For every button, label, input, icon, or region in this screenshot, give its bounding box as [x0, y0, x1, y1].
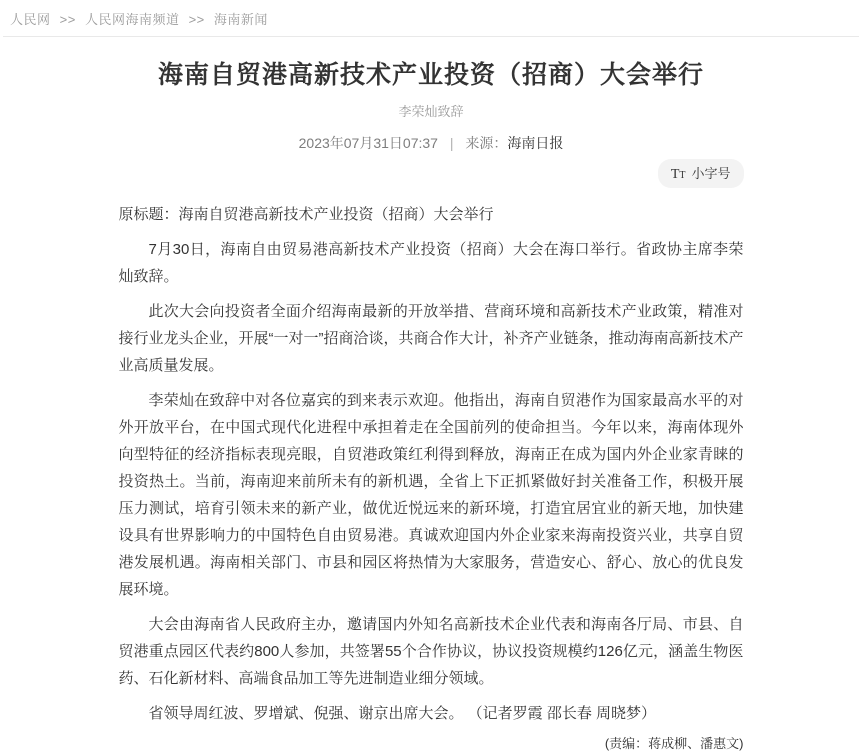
article-paragraph: 7月30日，海南自由贸易港高新技术产业投资（招商）大会在海口举行。省政协主席李荣灿致辞。: [118, 241, 744, 285]
article-body: [119, 201, 744, 753]
font-size-icon: TT: [670, 167, 686, 182]
page-title: 海南自贸港高新技术产业投资（招商）大会举行: [157, 61, 704, 89]
article-paragraph: 大会由海南省人民政府主办，邀请国内外知名高新技术企业代表和海南各厅局、市县、自贸港重点园区代表约800人参加，共签署55个合作协议，协议投资规模约126亿元，涵盖生物医药、石化新材料、高端食品加工等先进制造业细分领域。: [118, 616, 744, 687]
breadcrumb-link-peoples-daily[interactable]: 人民网: [10, 12, 51, 27]
breadcrumb-link-hainan-channel[interactable]: 人民网海南频道: [84, 12, 180, 27]
article-meta: [119, 134, 744, 153]
meta-separator: |: [449, 135, 454, 151]
header-divider: [3, 36, 859, 37]
breadcrumb-link-hainan-news[interactable]: 海南新闻: [213, 12, 268, 27]
publish-date: 2023年07月31日07:37: [298, 135, 438, 151]
original-title-text: 海南自贸港高新技术产业投资（招商）大会举行: [178, 206, 494, 223]
source-link[interactable]: 海南日报: [507, 135, 564, 151]
breadcrumb-separator: >>: [188, 12, 205, 27]
article-toolbar: [119, 159, 744, 188]
source-label: 来源：: [465, 135, 508, 151]
article-container: [119, 59, 744, 753]
editors-credit: (责编：蒋成柳、潘惠文): [604, 736, 744, 751]
article-paragraph: 省领导周红波、罗增斌、倪强、谢京出席大会。 （记者罗霞 邵长春 周晓梦）: [148, 705, 657, 722]
article-paragraph: 此次大会向投资者全面介绍海南最新的开放举措、营商环境和高新技术产业政策，精准对接行业龙头企业，开展“一对一”招商洽谈，共商合作大计，补齐产业链条，推动海南高新技术产业高质量发展。: [118, 303, 744, 374]
article-paragraph: 李荣灿在致辞中对各位嘉宾的到来表示欢迎。他指出，海南自贸港作为国家最高水平的对外开放平台，在中国式现代化进程中承担着走在全国前列的使命担当。今年以来，海南体现外向型特征的经济指标表现亮眼，自贸港政策红利得到释放，海南正在成为国内外企业家青睐的投资热土。当前，海南迎来前所未有的新机遇，全省上下正抓紧做好封关准备工作，积极开展压力测试，培育引领未来的新产业，做优近悦远来的新环境，打造宜居宜业的新天地，加快建设具有世界影响力的中国特色自由贸易港。真诚欢迎国内外企业家来海南投资兴业，共享自贸港发展机遇。海南相关部门、市县和园区将热情为大家服务，营造安心、舒心、放心的优良发展环境。: [118, 392, 744, 598]
font-size-label: 小字号: [691, 166, 731, 181]
original-title-label: 原标题：: [118, 206, 179, 223]
article-subtitle: 李荣灿致辞: [398, 104, 464, 119]
font-size-button[interactable]: [658, 159, 744, 188]
original-title: [119, 201, 744, 228]
breadcrumb-separator: >>: [59, 12, 76, 27]
breadcrumb: [0, 0, 862, 36]
